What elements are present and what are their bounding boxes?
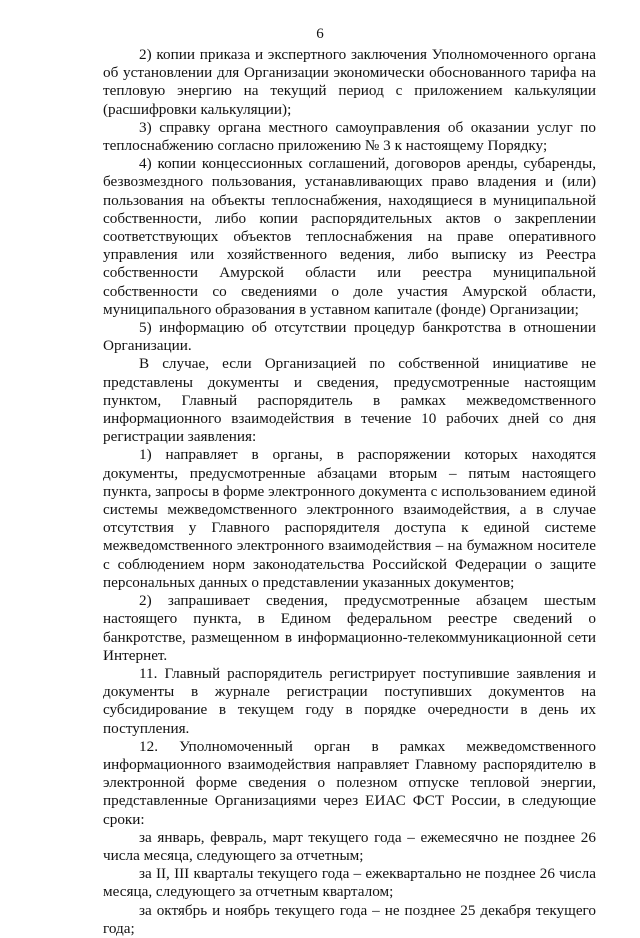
paragraph-5: В случае, если Организацией по собственной инициативе не представлены документы и сведения, предусмотренные настоящим пунктом, Главный распорядитель в рамках межведомственного информационного взаимодействия в течение 10 рабочих дней со дня регистрации заявления: (103, 355, 596, 446)
paragraph-10: за январь, февраль, март текущего года – ежемесячно не позднее 26 числа месяца, следующего за отчетным; (103, 828, 596, 864)
paragraph-2: 3) справку органа местного самоуправления об оказании услуг по теплоснабжению согласно приложению № 3 к настоящему Порядку; (103, 118, 596, 155)
paragraph-4: 5) информацию об отсутствии процедур банкротства в отношении Организации. (103, 319, 596, 355)
paragraph-11: за II, III кварталы текущего года – ежеквартально не позднее 26 числа месяца, следующего за отчетным кварталом; (103, 865, 596, 901)
page-number: 6 (316, 26, 324, 42)
paragraph-9: 12. Уполномоченный орган в рамках межведомственного информационного взаимодействия направляет Главному распорядителю в электронной форме сведения о полезном отпуске тепловой энергии, представленные Организациями через ЕИАС ФСТ России, в следующие сроки: (103, 737, 596, 828)
paragraph-1: 2) копии приказа и экспертного заключения Уполномоченного органа об установлении для Организации экономически обоснованного тарифа на тепловую энергию на текущий период с приложением калькуляции (расшифровки калькуляции); (103, 46, 596, 118)
paragraph-8: 11. Главный распорядитель регистрирует поступившие заявления и документы в журнале регистрации поступивших документов на субсидирование в текущем году в порядке очередности в день их поступления. (103, 664, 596, 737)
paragraph-7: 2) запрашивает сведения, предусмотренные абзацем шестым настоящего пункта, в Едином федеральном реестре сведений о банкротстве, размещенном в информационно-телекоммуникационной сети Интернет. (103, 592, 596, 664)
paragraph-6: 1) направляет в органы, в распоряжении которых находятся документы, предусмотренные абзацами вторым – пятым настоящего пункта, запросы в форме электронного документа с использованием единой системы межведомственного электронного взаимодействия, а в случае отсутствия у Главного распорядителя доступа к единой системе межведомственного электронного взаимодействия – на бумажном носителе с соблюдением норм законодательства Российской Федерации о защите персональных данных о представлении указанных документов; (103, 446, 596, 591)
document-body (103, 46, 596, 938)
paragraph-3: 4) копии концессионных соглашений, договоров аренды, субаренды, безвозмездного пользования, устанавливающих право владения и (или) пользования на объекты теплоснабжения, находящиеся в муниципальной собственности, либо копии распорядительных актов о закреплении соответствующих объектов теплоснабжения на праве оперативного управления или хозяйственного ведения, либо выписку из Реестра собственности Амурской области или реестра муниципальной собственности со сведениями о доле участия Амурской области, муниципального образования в уставном капитале (фонде) Организации; (103, 155, 596, 318)
paragraph-12: за октябрь и ноябрь текущего года – не позднее 25 декабря текущего года; (103, 901, 596, 937)
